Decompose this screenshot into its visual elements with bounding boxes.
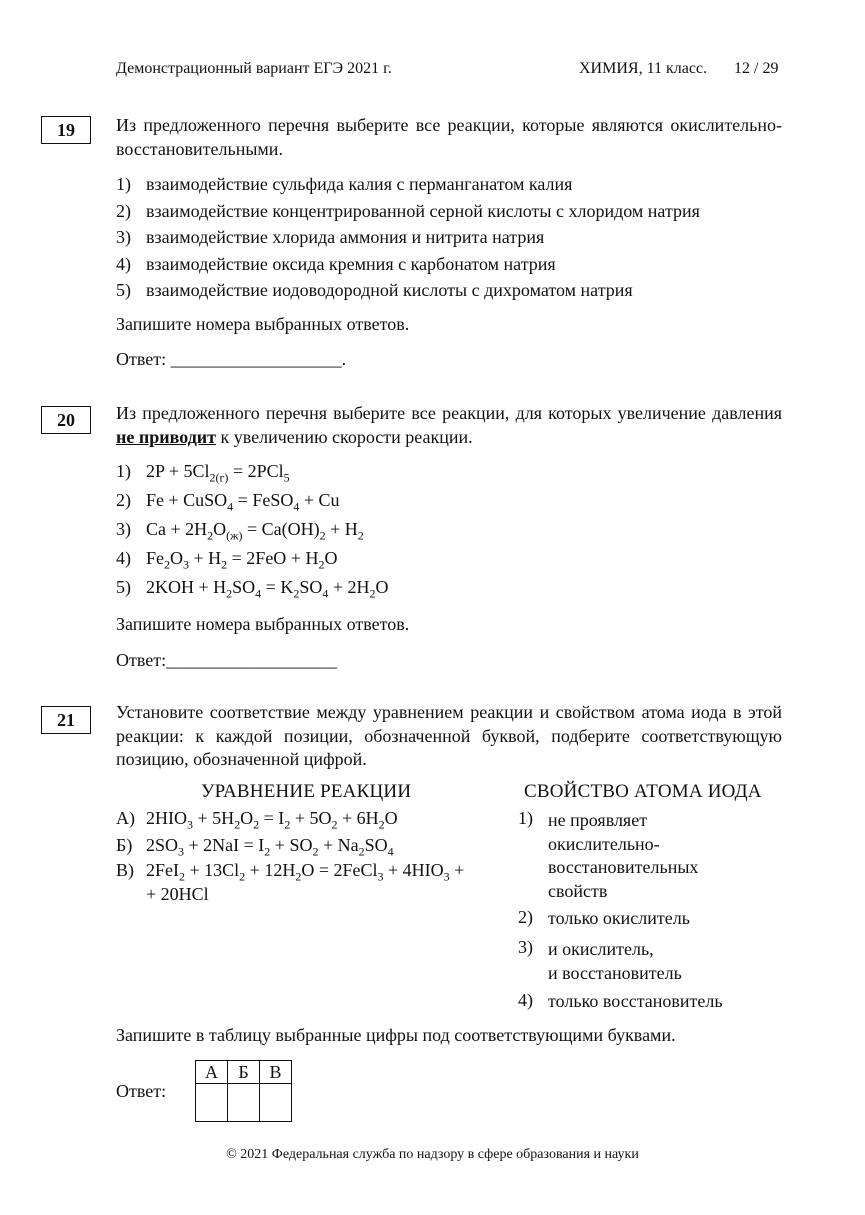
equation-b: Б) $2SO_3 + 2NaI = I_2 + SO_2 + Na_2SO_4$ (116, 835, 394, 859)
property-line: не проявляет (548, 810, 648, 830)
q20-emphasis: не приводит (116, 426, 217, 447)
column-header-equation: УРАВНЕНИЕ РЕАКЦИИ (201, 781, 412, 802)
equation-letter: В) (116, 860, 134, 880)
footer-copyright: © 2021 Федеральная служба по надзору в сфере образования и науки (226, 1147, 639, 1162)
q19-option (116, 280, 633, 301)
q20-instruction: Запишите номера выбранных ответов. (116, 614, 410, 634)
q19-instruction: Запишите номера выбранных ответов. (116, 314, 410, 334)
q20-text-part2: к увеличению скорости реакции. (216, 426, 473, 447)
property-number: 2) (518, 907, 533, 927)
option-number: 4) (116, 548, 131, 568)
property-line: свойств (548, 880, 608, 901)
option-number: 5) (116, 577, 131, 597)
answer-cell-a[interactable] (196, 1084, 228, 1122)
property-line: восстановительных (548, 857, 699, 877)
question-21-text: Установите соответствие между уравнением реакции и свойством атома иода в этой реакции: к каждой позиции, обозначенной буквой, подберите соответствующую позицию, обозначенной цифрой. (116, 702, 782, 769)
answer-cell-b[interactable] (228, 1084, 260, 1122)
property-4 (518, 990, 548, 1011)
property-2-text: только окислитель (548, 908, 690, 928)
q21-answer-label: Ответ: (116, 1081, 167, 1101)
property-number: 4) (518, 990, 533, 1010)
property-number: 1) (518, 808, 533, 828)
q19-option (116, 201, 700, 222)
q19-option (116, 174, 572, 195)
equation-v-continuation: + 20HCl (146, 884, 209, 904)
option-number: 3) (116, 519, 131, 539)
property-2 (518, 907, 548, 928)
q19-option (116, 254, 556, 275)
header-page-number: 12 / 29 (734, 60, 779, 77)
option-number: 1) (116, 174, 131, 194)
answer-table-header: Б (228, 1061, 260, 1084)
question-20-text (116, 402, 782, 449)
answer-table-header: В (260, 1061, 292, 1084)
property-3-text (548, 938, 682, 985)
option-text: взаимодействие хлорида аммония и нитрита натрия (146, 227, 545, 247)
question-number-20: 20 (41, 406, 91, 434)
answer-table (195, 1060, 292, 1122)
option-text: взаимодействие иодоводородной кислоты с дихроматом натрия (146, 280, 633, 300)
column-header-property: СВОЙСТВО АТОМА ИОДА (524, 781, 762, 802)
property-line: и восстановитель (548, 962, 682, 983)
equation-letter: А) (116, 808, 135, 828)
q21-instruction: Запишите в таблицу выбранные цифры под соответствующими буквами. (116, 1025, 676, 1045)
option-number: 2) (116, 201, 131, 221)
q20-option: 3) $Ca + 2H_2O_{(ж)} = Ca(OH)_2 + H_2$ (116, 519, 364, 543)
question-19-text: Из предложенного перечня выберите все реакции, которые являются окислительно-восстановительными. (116, 115, 782, 159)
equation-letter: Б) (116, 835, 133, 855)
q19-answer-line[interactable]: Ответ: ___________________. (116, 349, 347, 369)
equation-a: А) $2HIO_3 + 5H_2O_2 = I_2 + 5O_2 + 6H_2O$ (116, 808, 398, 832)
q20-option: 5) $2KOH + H_2SO_4 = K_2SO_4 + 2H_2O$ (116, 577, 389, 601)
option-number: 3) (116, 227, 131, 247)
property-3 (518, 937, 548, 958)
header-title: Демонстрационный вариант ЕГЭ 2021 г. (116, 60, 392, 77)
question-number-19: 19 (41, 116, 91, 144)
answer-cell-v[interactable] (260, 1084, 292, 1122)
property-4-text: только восстановитель (548, 991, 723, 1011)
property-line: окислительно- (548, 833, 660, 854)
property-1 (518, 808, 548, 829)
property-number: 3) (518, 937, 533, 957)
question-number-21: 21 (41, 706, 91, 734)
q20-option: 4) $Fe_2O_3 + H_2 = 2FeO + H_2O$ (116, 548, 338, 572)
q20-option: 1) $2P + 5Cl_{2(г)} = 2PCl_5$ (116, 461, 290, 485)
option-number: 1) (116, 461, 131, 481)
property-line: и окислитель, (548, 939, 654, 959)
property-1-text (548, 809, 698, 903)
q19-option (116, 227, 544, 248)
option-number: 4) (116, 254, 131, 274)
answer-table-header: А (196, 1061, 228, 1084)
option-text: взаимодействие концентрированной серной кислоты с хлоридом натрия (146, 201, 700, 221)
q20-option: 2) Fe + CuSO$_4$ = FeSO$_4$ + Cu (116, 490, 340, 514)
q20-answer-line[interactable]: Ответ:___________________ (116, 650, 338, 670)
option-number: 5) (116, 280, 131, 300)
option-number: 2) (116, 490, 131, 510)
header-subject: ХИМИЯ, 11 класс. (579, 60, 708, 77)
equation-v: В) $2FeI_2 + 13Cl_2 + 12H_2O$ = 2FeCl$_3$ + $4HIO_3$ + (116, 860, 465, 884)
option-text: взаимодействие оксида кремния с карбонатом натрия (146, 254, 556, 274)
q20-text-part1: Из предложенного перечня выберите все реакции, для которых увеличение давления (116, 403, 782, 423)
option-text: взаимодействие сульфида калия с перманганатом калия (146, 174, 573, 194)
